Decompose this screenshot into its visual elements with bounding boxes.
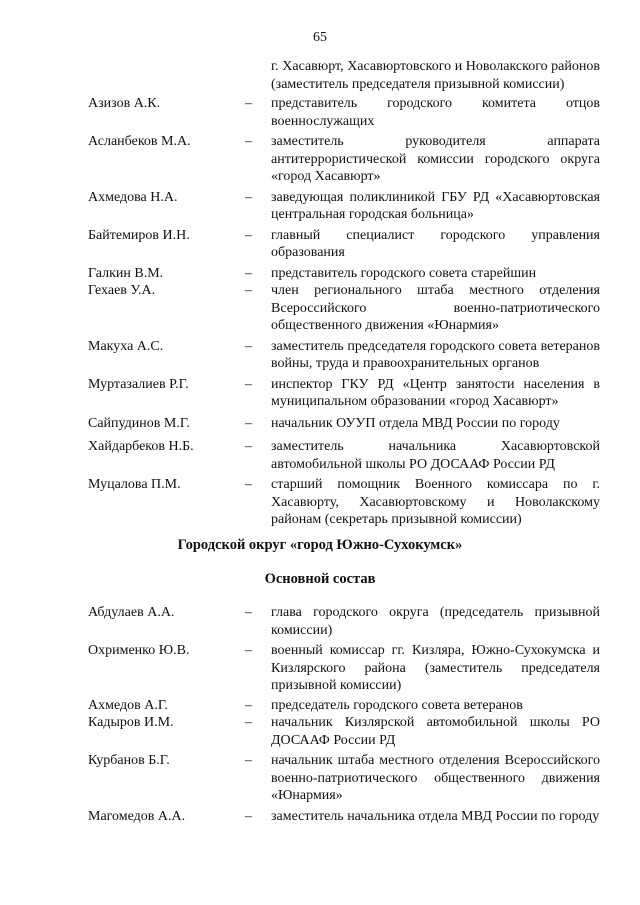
member-entry: [0, 808, 640, 826]
member-name: Курбанов Б.Г.: [88, 753, 170, 768]
member-entry: [0, 476, 640, 529]
member-role: военный комиссар гг. Кизляра, Южно-Сухокумска и Кизлярского района (заместитель председателя призывной комиссии): [271, 643, 600, 693]
member-name: Асланбеков М.А.: [88, 134, 191, 149]
separator-dash: –: [245, 283, 252, 298]
member-name: Ахмедов А.Г.: [88, 697, 168, 713]
member-role: заместитель начальника Хасавюртовской автомобильной школы РО ДОСААФ России РД: [271, 439, 600, 472]
member-role: член регионального штаба местного отделения Всероссийского военно-патриотического общественного движения «Юнармия»: [271, 283, 600, 333]
separator-dash: –: [245, 415, 252, 431]
separator-dash: –: [245, 643, 252, 658]
member-name: Кадыров И.М.: [88, 715, 174, 730]
member-role: начальник Кизлярской автомобильной школы РО ДОСААФ России РД: [271, 715, 600, 748]
separator-dash: –: [245, 134, 252, 149]
member-entry: [0, 376, 640, 411]
entries-block-1: [0, 58, 640, 529]
separator-dash: –: [245, 189, 252, 205]
continuation-entry: [0, 58, 640, 93]
separator-dash: –: [245, 605, 252, 620]
separator-dash: –: [245, 697, 252, 713]
member-name: Ахмедова Н.А.: [88, 189, 178, 205]
separator-dash: –: [245, 477, 252, 492]
member-role: заместитель начальника отдела МВД России по городу: [271, 808, 600, 824]
entries-block-2: [0, 604, 640, 825]
member-role: главный специалист городского управления образования: [271, 227, 600, 260]
member-entry: [0, 642, 640, 695]
separator-dash: –: [245, 808, 252, 824]
district-heading: Городской округ «город Южно-Сухокумск»: [177, 537, 463, 553]
member-entry: [0, 265, 640, 283]
separator-dash: –: [245, 227, 252, 243]
member-role: представитель городского комитета отцов военнослужащих: [271, 96, 600, 129]
member-role: заместитель руководителя аппарата антитеррористической комиссии городского округа «город Хасавюрт»: [271, 134, 600, 184]
separator-dash: –: [245, 715, 252, 730]
member-name: Байтемиров И.Н.: [88, 227, 190, 243]
member-entry: [0, 227, 640, 262]
member-name: Макуха А.С.: [88, 338, 164, 354]
member-list-1: [0, 95, 640, 529]
member-name: Муцалова П.М.: [88, 477, 181, 492]
member-role: заведующая поликлиникой ГБУ РД «Хасавюртовская центральная городская больница»: [271, 189, 600, 222]
continuation-text: г. Хасавюрт, Хасавюртовского и Новолакского районов (заместитель председателя призывной комиссии): [271, 59, 600, 92]
member-name: Азизов А.К.: [88, 96, 161, 111]
member-role: начальник штаба местного отделения Всероссийского военно-патриотического общественного движения «Юнармия»: [271, 753, 600, 803]
member-name: Абдулаев А.А.: [88, 605, 175, 620]
member-role: инспектор ГКУ РД «Центр занятости населения в муниципальном образовании «город Хасавюрт»: [271, 376, 600, 409]
member-entry: [0, 714, 640, 749]
separator-dash: –: [245, 439, 252, 454]
separator-dash: –: [245, 265, 252, 281]
member-name: Муртазалиев Р.Г.: [88, 376, 189, 392]
member-entry: [0, 338, 640, 373]
member-name: Охрименко Ю.В.: [88, 643, 190, 658]
member-entry: [0, 189, 640, 224]
member-role: заместитель председателя городского совета ветеранов войны, труда и правоохранительных органов: [271, 338, 600, 371]
member-entry: [0, 282, 640, 335]
composition-heading: Основной состав: [264, 571, 376, 587]
page-number: 65: [313, 30, 327, 45]
member-name: Галкин В.М.: [88, 265, 164, 281]
member-name: Сайпудинов М.Г.: [88, 415, 190, 431]
member-entry: [0, 415, 640, 433]
separator-dash: –: [245, 753, 252, 768]
member-role: председатель городского совета ветеранов: [271, 697, 523, 713]
member-name: Хайдарбеков Н.Б.: [88, 439, 194, 454]
member-entry: [0, 95, 640, 130]
member-entry: [0, 133, 640, 186]
member-list-2: [0, 604, 640, 825]
member-role: глава городского округа (председатель призывной комиссии): [271, 605, 600, 638]
member-role: начальник ОУУП отдела МВД России по городу: [271, 415, 560, 431]
member-name: Гехаев У.А.: [88, 283, 156, 298]
separator-dash: –: [245, 96, 252, 111]
separator-dash: –: [245, 376, 252, 392]
member-entry: [0, 438, 640, 473]
member-role: представитель городского совета старейшин: [271, 265, 537, 281]
member-name: Магомедов А.А.: [88, 808, 186, 824]
member-entry: [0, 604, 640, 639]
member-entry: [0, 752, 640, 805]
separator-dash: –: [245, 338, 252, 354]
member-role: старший помощник Военного комиссара по г. Хасавюрту, Хасавюртовскому и Новолакскому районам (секретарь призывной комиссии): [271, 477, 600, 527]
member-entry: [0, 697, 640, 715]
